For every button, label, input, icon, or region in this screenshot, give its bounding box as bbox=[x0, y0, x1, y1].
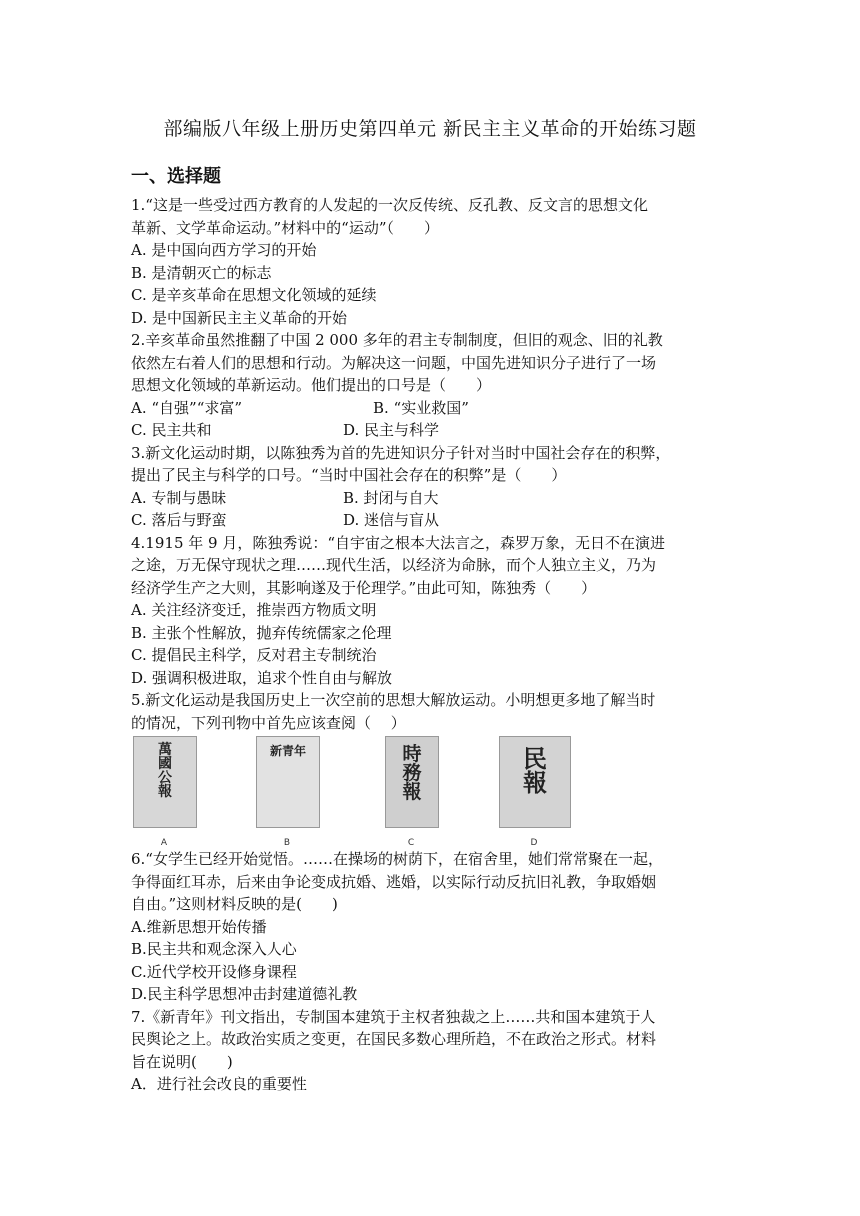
q3-stem-line: 3.新文化运动时期，以陈独秀为首的先进知识分子针对当时中国社会存在的积弊， bbox=[131, 443, 671, 462]
q3-option-d: D. 迷信与盲从 bbox=[343, 511, 440, 529]
q4-stem-line: 之途，万无保守现状之理……现代生活，以经济为命脉，而个人独立主义，乃为 bbox=[131, 556, 657, 574]
q6-option-a: A.维新思想开始传播 bbox=[131, 917, 267, 936]
q7-option-a: A．进行社会改良的重要性 bbox=[131, 1075, 307, 1093]
periodical-cover bbox=[256, 736, 320, 828]
q6-stem-line: 自由。”这则材料反映的是( ) bbox=[131, 895, 338, 913]
q7-stem-line: 7.《新青年》刊文指出，专制国本建筑于主权者独裁之上……共和国本建筑于人 bbox=[131, 1007, 656, 1026]
section-heading: 一、选择题 bbox=[131, 166, 221, 187]
q7-stem-line: 旨在说明( ) bbox=[131, 1052, 233, 1071]
q2-options-row bbox=[131, 397, 743, 420]
q2-stem-line: 依然左右着人们的思想和行动。为解决这一问题，中国先进知识分子进行了一场 bbox=[131, 353, 657, 372]
q6-option-b: B.民主共和观念深入人心 bbox=[131, 940, 297, 958]
q4-option-c: C. 提倡民主科学，反对君主专制统治 bbox=[131, 646, 377, 664]
q2-option-d: D. 民主与科学 bbox=[343, 421, 440, 439]
q6-stem-line: 6.“女学生已经开始觉悟。……在操场的树荫下，在宿舍里，她们常常聚在一起， bbox=[131, 850, 663, 868]
q3-stem-line: 提出了民主与科学的口号。“当时中国社会存在的积弊”是（ ） bbox=[131, 466, 567, 484]
q1-option-a: A. 是中国向西方学习的开始 bbox=[131, 241, 317, 259]
periodical-cover bbox=[385, 736, 439, 828]
periodical-image-d bbox=[499, 736, 569, 855]
q1-stem-line: 革新、文学革命运动。”材料中的“运动”（ ） bbox=[131, 218, 440, 237]
periodical-image-c bbox=[385, 736, 455, 855]
cover-title: 新青年 bbox=[269, 744, 306, 758]
q1-stem-line: 1.“这是一些受过西方教育的人发起的一次反传统、反孔教、反文言的思想文化 bbox=[131, 196, 648, 214]
q3-option-c: C. 落后与野蛮 bbox=[131, 511, 227, 529]
q2-option-a: A. “自强”“求富” bbox=[131, 398, 243, 417]
q5-figure-row bbox=[131, 736, 743, 848]
question-list bbox=[131, 194, 743, 1096]
q3-options-row bbox=[131, 487, 743, 510]
q4-stem-line: 经济学生产之大则，其影响遂及于伦理学。”由此可知，陈独秀（ ） bbox=[131, 578, 597, 597]
figure-caption: A bbox=[160, 838, 168, 848]
q3-options-row bbox=[131, 509, 743, 532]
q1-option-b: B. 是清朝灭亡的标志 bbox=[131, 263, 272, 282]
periodical-image-a bbox=[133, 736, 203, 855]
cover-title: 民報 bbox=[523, 744, 547, 797]
q4-option-a: A. 关注经济变迁，推崇西方物质文明 bbox=[131, 601, 377, 619]
q2-option-b: B. “实业救国” bbox=[373, 398, 469, 417]
q1-option-c: C. 是辛亥革命在思想文化领域的延续 bbox=[131, 286, 377, 304]
q2-options-row bbox=[131, 419, 743, 442]
q6-stem-line: 争得面红耳赤，后来由争论变成抗婚、逃婚，以实际行动反抗旧礼教，争取婚姻 bbox=[131, 872, 657, 891]
periodical-image-b bbox=[256, 736, 326, 855]
q4-option-d: D. 强调积极进取，追求个性自由与解放 bbox=[131, 668, 393, 687]
q6-option-c: C.近代学校开设修身课程 bbox=[131, 962, 297, 981]
periodical-cover bbox=[133, 736, 197, 828]
figure-caption: D bbox=[530, 838, 538, 848]
periodical-cover bbox=[499, 736, 571, 828]
q2-option-c: C. 民主共和 bbox=[131, 421, 212, 439]
q3-option-b: B. 封闭与自大 bbox=[343, 488, 439, 507]
q3-option-a: A. 专制与愚昧 bbox=[131, 488, 227, 507]
figure-caption: C bbox=[407, 838, 415, 848]
q5-stem-line: 5.新文化运动是我国历史上一次空前的思想大解放运动。小明想更多地了解当时 bbox=[131, 691, 656, 709]
q6-option-d: D.民主科学思想冲击封建道德礼教 bbox=[131, 985, 358, 1003]
q4-option-b: B. 主张个性解放，抛弃传统儒家之伦理 bbox=[131, 623, 392, 642]
q2-stem-line: 2.辛亥革命虽然推翻了中国 2 000 多年的君主专制制度，但旧的观念、旧的礼教 bbox=[131, 331, 663, 349]
document-title: 部编版八年级上册历史第四单元 新民主主义革命的开始练习题 bbox=[163, 118, 697, 140]
cover-title: 萬國公報 bbox=[158, 742, 172, 800]
cover-title: 時務報 bbox=[402, 743, 422, 803]
figure-caption: B bbox=[283, 838, 291, 848]
q5-stem-line: 的情况，下列刊物中首先应该查阅（ ） bbox=[131, 713, 406, 732]
q4-stem-line: 4.1915 年 9 月，陈独秀说：“自宇宙之根本大法言之，森罗万象，无日不在演进 bbox=[131, 533, 666, 552]
q7-stem-line: 民舆论之上。故政治实质之变更，在国民多数心理所趋，不在政治之形式。材料 bbox=[131, 1030, 657, 1048]
q2-stem-line: 思想文化领域的革新运动。他们提出的口号是（ ） bbox=[131, 376, 492, 394]
q1-option-d: D. 是中国新民主主义革命的开始 bbox=[131, 308, 348, 327]
